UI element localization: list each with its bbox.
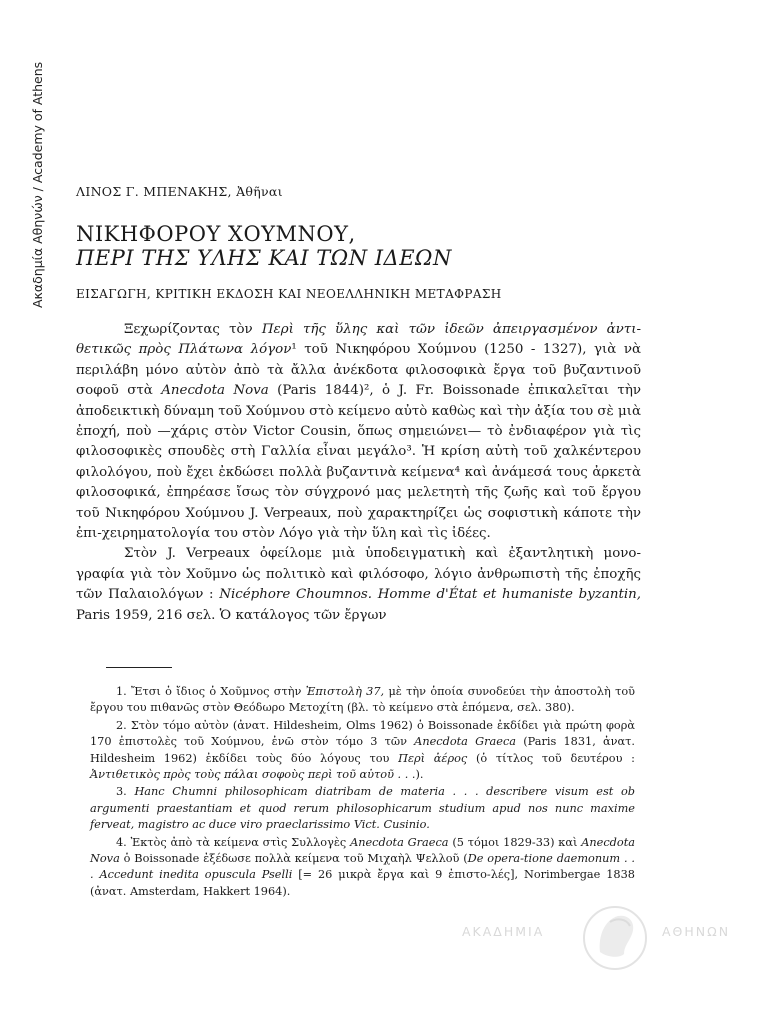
italic-title: Ἀντιθετικὸς πρὸς τοὺς πάλαι σοφοὺς περὶ τοῦ αὐτοῦ . . . [90, 768, 416, 782]
text-run: 2. Στὸν τόμο αὐτὸν (ἀνατ. Hildesheim, Olms 1962) ὁ Boissonade ἐκδίδει γιὰ πρώτη φορὰ 170 ἐπιστολὲς τοῦ Χούμνου, ἐνῶ στὸν τόμο 3 τῶν [90, 718, 635, 749]
text-run: Paris 1959, 216 σελ. Ὁ κατάλογος τῶν ἔργων [76, 607, 387, 623]
archive-side-label: Ακαδημία Αθηνών / Academy of Athens [30, 61, 45, 308]
text-run: (Paris 1831, ἀνατ. Hildesheim 1962) ἐκδίδει τοὺς δύο λόγους του [90, 735, 635, 765]
text-run: ὁ Boissonade ἐξέδωσε πολλὰ κείμενα τοῦ Μιχαὴλ Ψελλοῦ ( [119, 852, 468, 866]
text-run: ¹ τοῦ Νικηφόρου Χούμνου (1250 - 1327), γιὰ νὰ περιλάβη μόνο αὐτὸν ἀπὸ τὰ ἄλλα ἀνέκδοτα φιλοσοφικὰ ἔργα τοῦ βυζαντινοῦ σοφοῦ στὰ [76, 342, 642, 399]
italic-title: De opera-tione daemonum . . . Accedunt inedita opuscula Pselli [90, 852, 635, 882]
text-run: μὲ τὴν ὁποία συνοδεύει τὴν ἀποστολὴ τοῦ ἔργου του πιθανῶς στὸν Θεόδωρο Μετοχίτη (βλ. τὸ κείμενο στὰ ἑπόμενα, σελ. 380). [90, 685, 635, 715]
paragraph-1 [76, 320, 641, 544]
text-run: 4. Ἐκτὸς ἀπὸ τὰ κείμενα στὶς Συλλογὲς [116, 835, 351, 849]
main-text [76, 320, 641, 626]
text-run: (ὁ τίτλος τοῦ δευτέρου : [467, 751, 635, 765]
text-run: Ξεχωρίζοντας τὸν [124, 322, 262, 337]
italic-quote: Hanc Chumni philosophicam diatribam de materia . . . describere visum est ob argumenti praestantiam et quod rerum philosophicarum studium apud nos nunc maxime ferveat, magistro ac duce viro praeclarissimo Vict. Cusinio. [90, 785, 636, 832]
footnote-3 [90, 784, 635, 833]
text-run: (Paris 1844)², ὁ J. Fr. Boissonade ἐπικαλεῖται τὴν ἀποδεικτικὴ δύναμη τοῦ Χούμνου στὸ κείμενο αὐτὸ καθὼς καὶ τὴν ἀξία του σὲ μιὰ ἐποχή, ποὺ —χάρις στὸν Victor Cousin, ὅπως σημειώνει— τὸ ἐνδιαφέρον γιὰ τὶς φιλοσοφικὲς σπουδὲς στὴ Γαλλία εἶναι μεγάλο³. Ἡ κρίση αὐτὴ τοῦ χαλκέντερου φιλολόγου, ποὺ ἔχει ἐκδώσει πολλὰ βυζαντινὰ κείμενα⁴ καὶ ἀνάμεσά τους ἀρκετὰ φιλοσοφικά, ἐπηρέασε ἴσως τὸν σύγχρονό μας μελετητὴ τῆς ζωῆς καὶ τοῦ ἔργου τοῦ Νικηφόρου Χούμνου J. Verpeaux, ποὺ χαρακτηρίζει ὡς σοφιστικὴ κάποτε τὴν ἐπι-χειρηματολογία του στὸν Λόγο γιὰ τὴν ὕλη καὶ τὶς ἰδέες. [76, 383, 641, 542]
author-line: ΛΙΝΟΣ Γ. ΜΠΕΝΑΚΗΣ, Ἀθῆναι [76, 184, 283, 199]
title-line-2: ΠΕΡΙ ΤΗΣ ΥΛΗΣ ΚΑΙ ΤΩΝ ΙΔΕΩΝ [76, 246, 452, 270]
academy-watermark [462, 902, 742, 972]
footnotes [90, 684, 635, 901]
text-run: (5 τόμοι 1829-33) καὶ [448, 835, 582, 849]
italic-title: Anecdota Graeca [350, 835, 449, 849]
footnote-4 [90, 835, 635, 901]
footnote-1 [90, 684, 635, 717]
watermark-text-left: ΑΚΑΔΗΜΙΑ [462, 924, 545, 939]
watermark-text-right: ΑΘΗΝΩΝ [662, 924, 731, 939]
text-run: Στὸν J. Verpeaux ὀφείλομε μιὰ ὑποδειγματικὴ καὶ ἐξαντλητικὴ μονο-γραφία γιὰ τὸν Χοῦμνο ὡς πολιτικὸ καὶ φιλόσοφο, λόγιο ἀνθρωπιστὴ τῆς ἐποχῆς τῶν Παλαιολόγων : [76, 546, 641, 603]
footnote-2 [90, 718, 635, 784]
text-run: ). [415, 768, 424, 782]
paragraph-2 [76, 544, 641, 626]
subtitle: ΕΙΣΑΓΩΓΗ, ΚΡΙΤΙΚΗ ΕΚΔΟΣΗ ΚΑΙ ΝΕΟΕΛΛΗΝΙΚΗ ΜΕΤΑΦΡΑΣΗ [76, 287, 502, 301]
text-run: 3. [116, 785, 135, 799]
italic-title: Ἐπιστολὴ 37, [305, 685, 385, 698]
italic-title: Anecdota Graeca [414, 735, 517, 749]
italic-title: Περὶ τῆς ὕλης καὶ τῶν ἰδεῶν ἀπειργασμένον ἀντι-θετικῶς πρὸς Πλάτωνα λόγον [76, 322, 641, 358]
italic-title: Anecdota Nova [90, 835, 635, 866]
title-line-1: ΝΙΚΗΦΟΡΟΥ ΧΟΥΜΝΟΥ, [76, 222, 356, 246]
athena-seal-icon [580, 902, 650, 974]
italic-title: Nicéphore Choumnos. Homme d'État et humaniste byzantin, [219, 587, 642, 603]
text-run: [= 26 μικρὰ ἔργα καὶ 9 ἐπιστο-λές], Norimbergae 1838 (ἀνατ. Amsterdam, Hakkert 1964). [90, 868, 635, 898]
italic-title: Anecdota Nova [161, 383, 269, 399]
italic-title: Περὶ ἀέρος [398, 751, 468, 765]
text-run: 1. Ἔτσι ὁ ἴδιος ὁ Χοῦμνος στὴν [116, 685, 306, 698]
footnote-divider [106, 667, 172, 668]
